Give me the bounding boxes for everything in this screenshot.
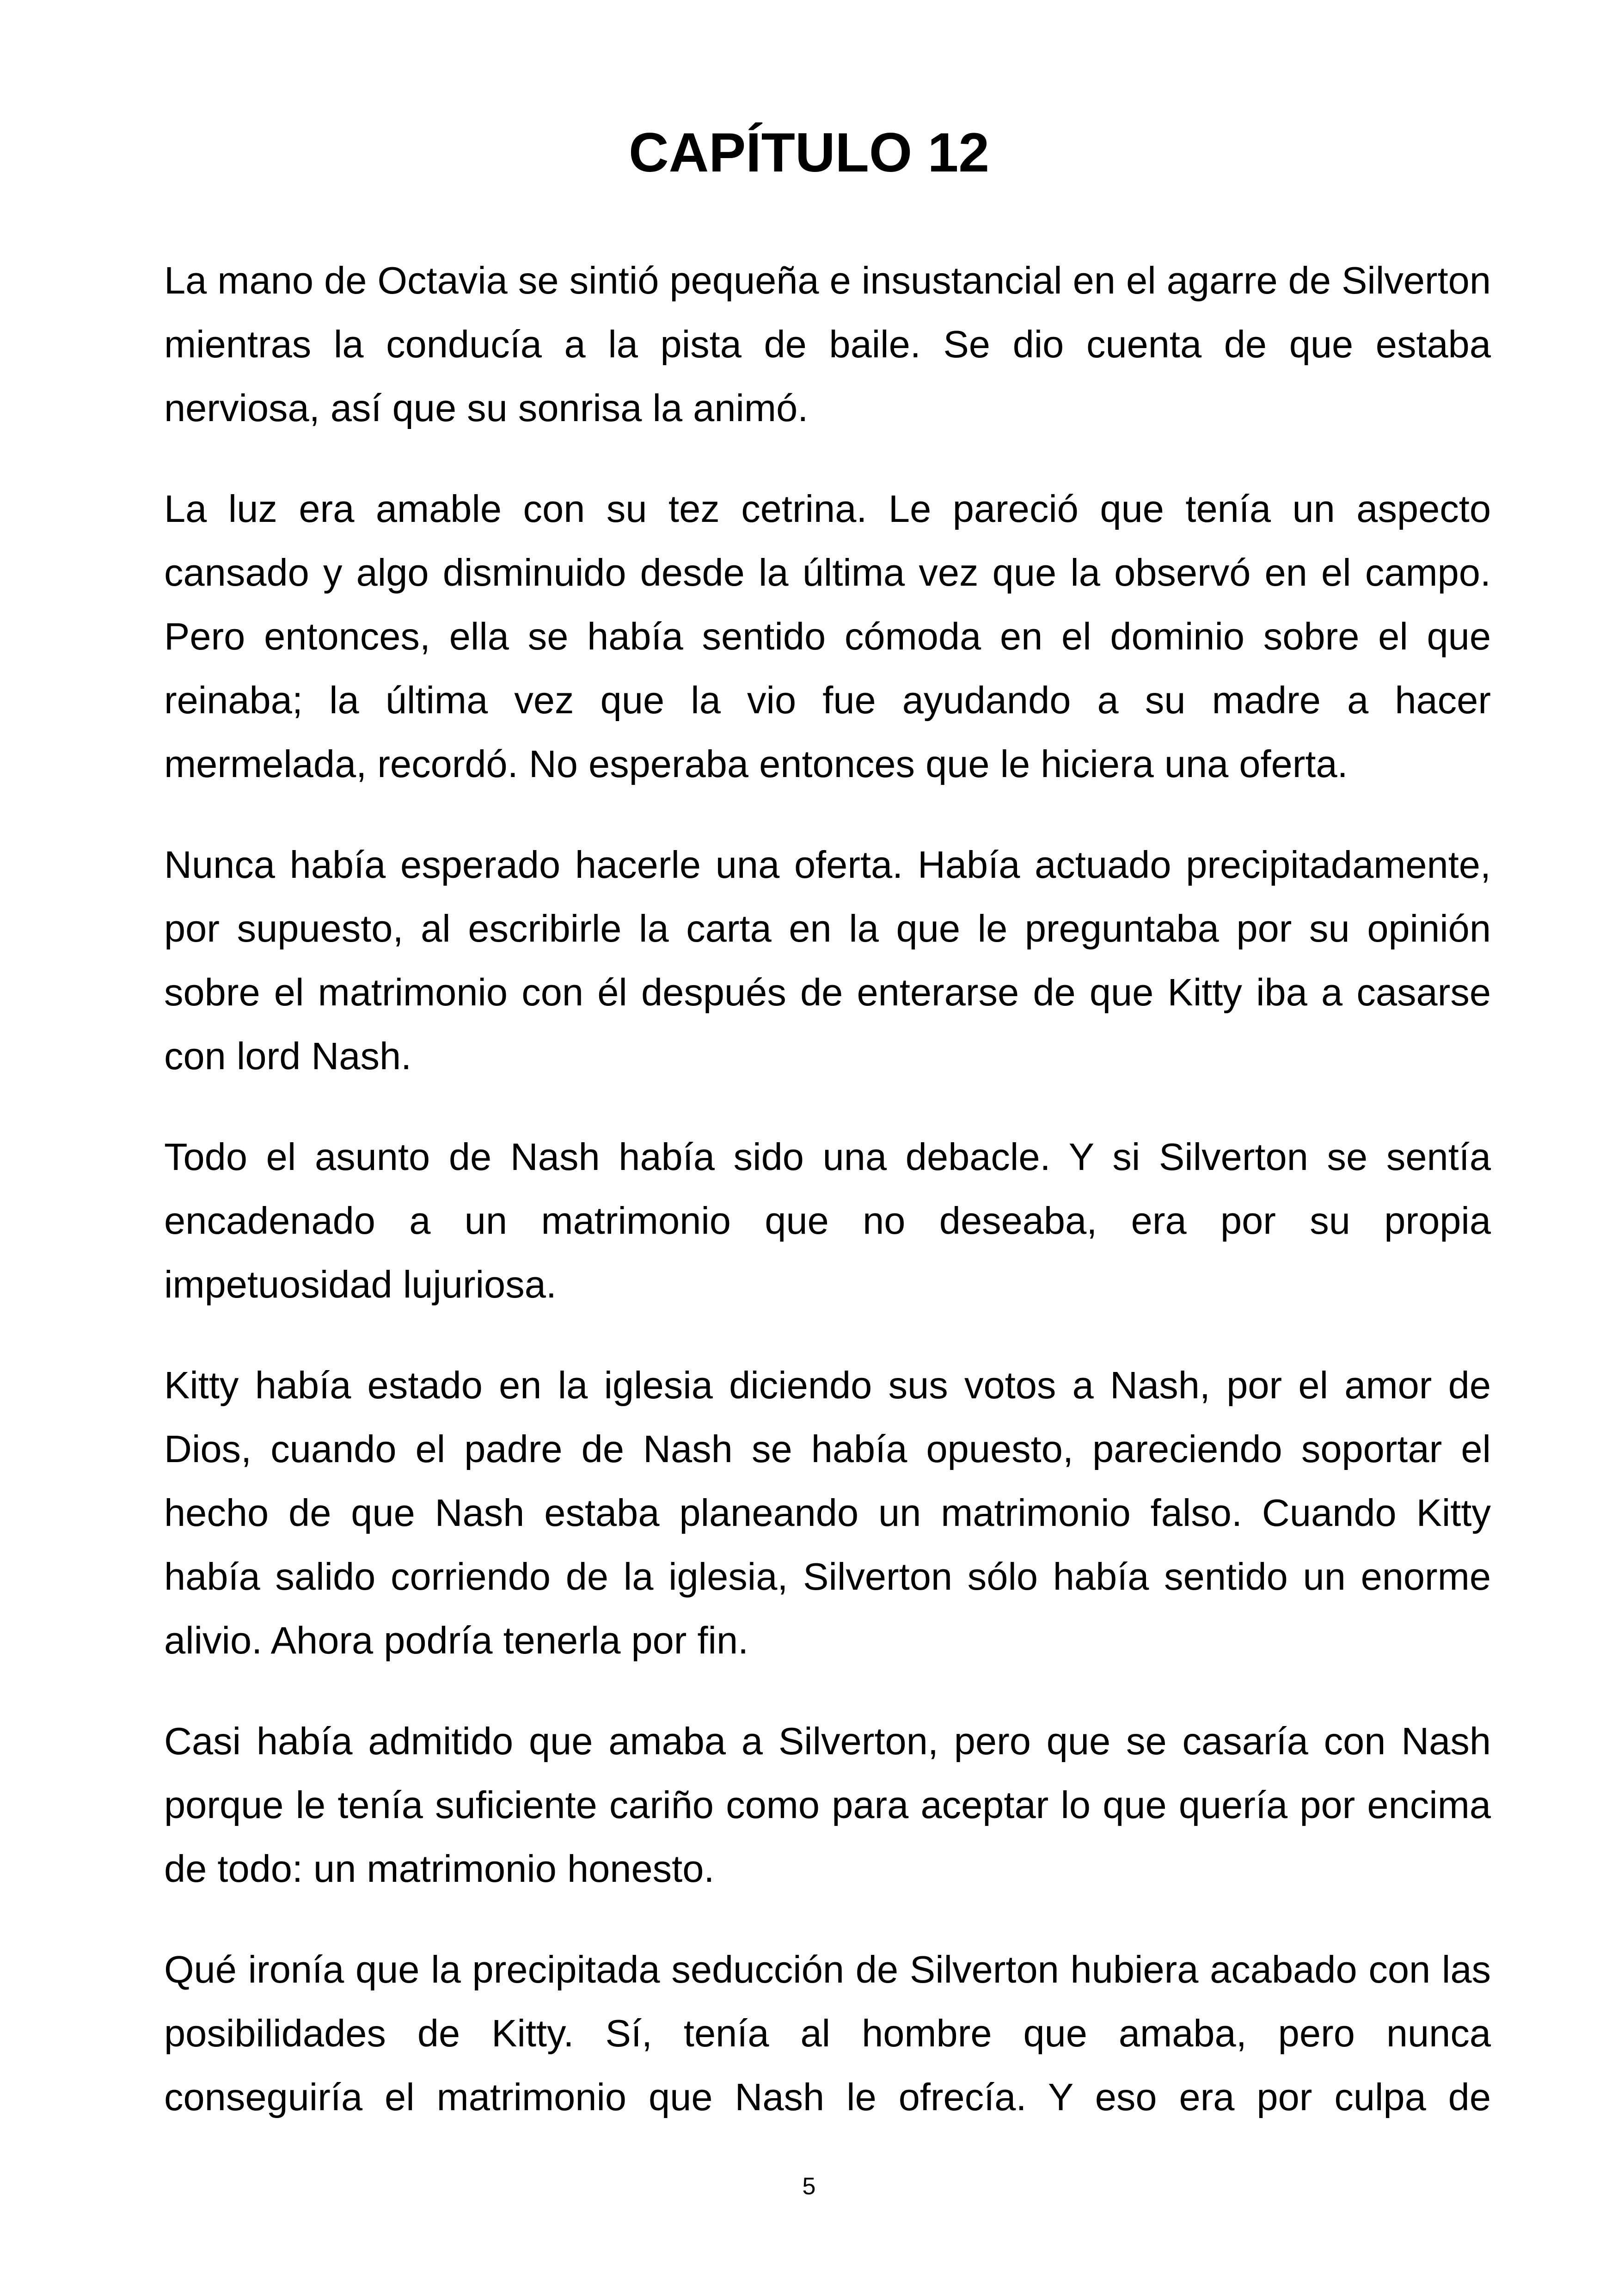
- chapter-body: [164, 249, 1491, 2129]
- paragraph: Casi había admitido que amaba a Silverton, pero que se casaría con Nash porque le tenía suficiente cariño como para aceptar lo que quería por encima de todo: un matrimonio honesto.: [164, 1720, 1491, 1890]
- chapter-title: CAPÍTULO 12: [628, 122, 990, 184]
- paragraph: Kitty había estado en la iglesia diciendo sus votos a Nash, por el amor de Dios, cuando el padre de Nash se había opuesto, pareciendo soportar el hecho de que Nash estaba planeando un matrimonio falso. Cuando Kitty había salido corriendo de la iglesia, Silverton sólo había sentido un enorme alivio. Ahora podría tenerla por fin.: [164, 1364, 1491, 1662]
- paragraph: Nunca había esperado hacerle una oferta. Había actuado precipitadamente, por supuesto, al escribirle la carta en la que le preguntaba por su opinión sobre el matrimonio con él después de enterarse de que Kitty iba a casarse con lord Nash.: [164, 843, 1491, 1078]
- paragraph: Qué ironía que la precipitada seducción de Silverton hubiera acabado con las posibilidades de Kitty. Sí, tenía al hombre que amaba, pero nunca conseguiría el matrimonio que Nash le ofrecía. Y eso era por culpa de: [164, 1948, 1491, 2118]
- page-number: 5: [802, 2173, 816, 2200]
- paragraph: La mano de Octavia se sintió pequeña e insustancial en el agarre de Silverton mientras la conducía a la pista de baile. Se dio cuenta de que estaba nerviosa, así que su sonrisa la animó.: [164, 259, 1491, 429]
- paragraph: La luz era amable con su tez cetrina. Le pareció que tenía un aspecto cansado y algo disminuido desde la última vez que la observó en el campo. Pero entonces, ella se había sentido cómoda en el dominio sobre el que reinaba; la última vez que la vio fue ayudando a su madre a hacer mermelada, recordó. No esperaba entonces que le hiciera una oferta.: [164, 487, 1491, 785]
- paragraph: Todo el asunto de Nash había sido una debacle. Y si Silverton se sentía encadenado a un matrimonio que no deseaba, era por su propia impetuosidad lujuriosa.: [164, 1135, 1491, 1306]
